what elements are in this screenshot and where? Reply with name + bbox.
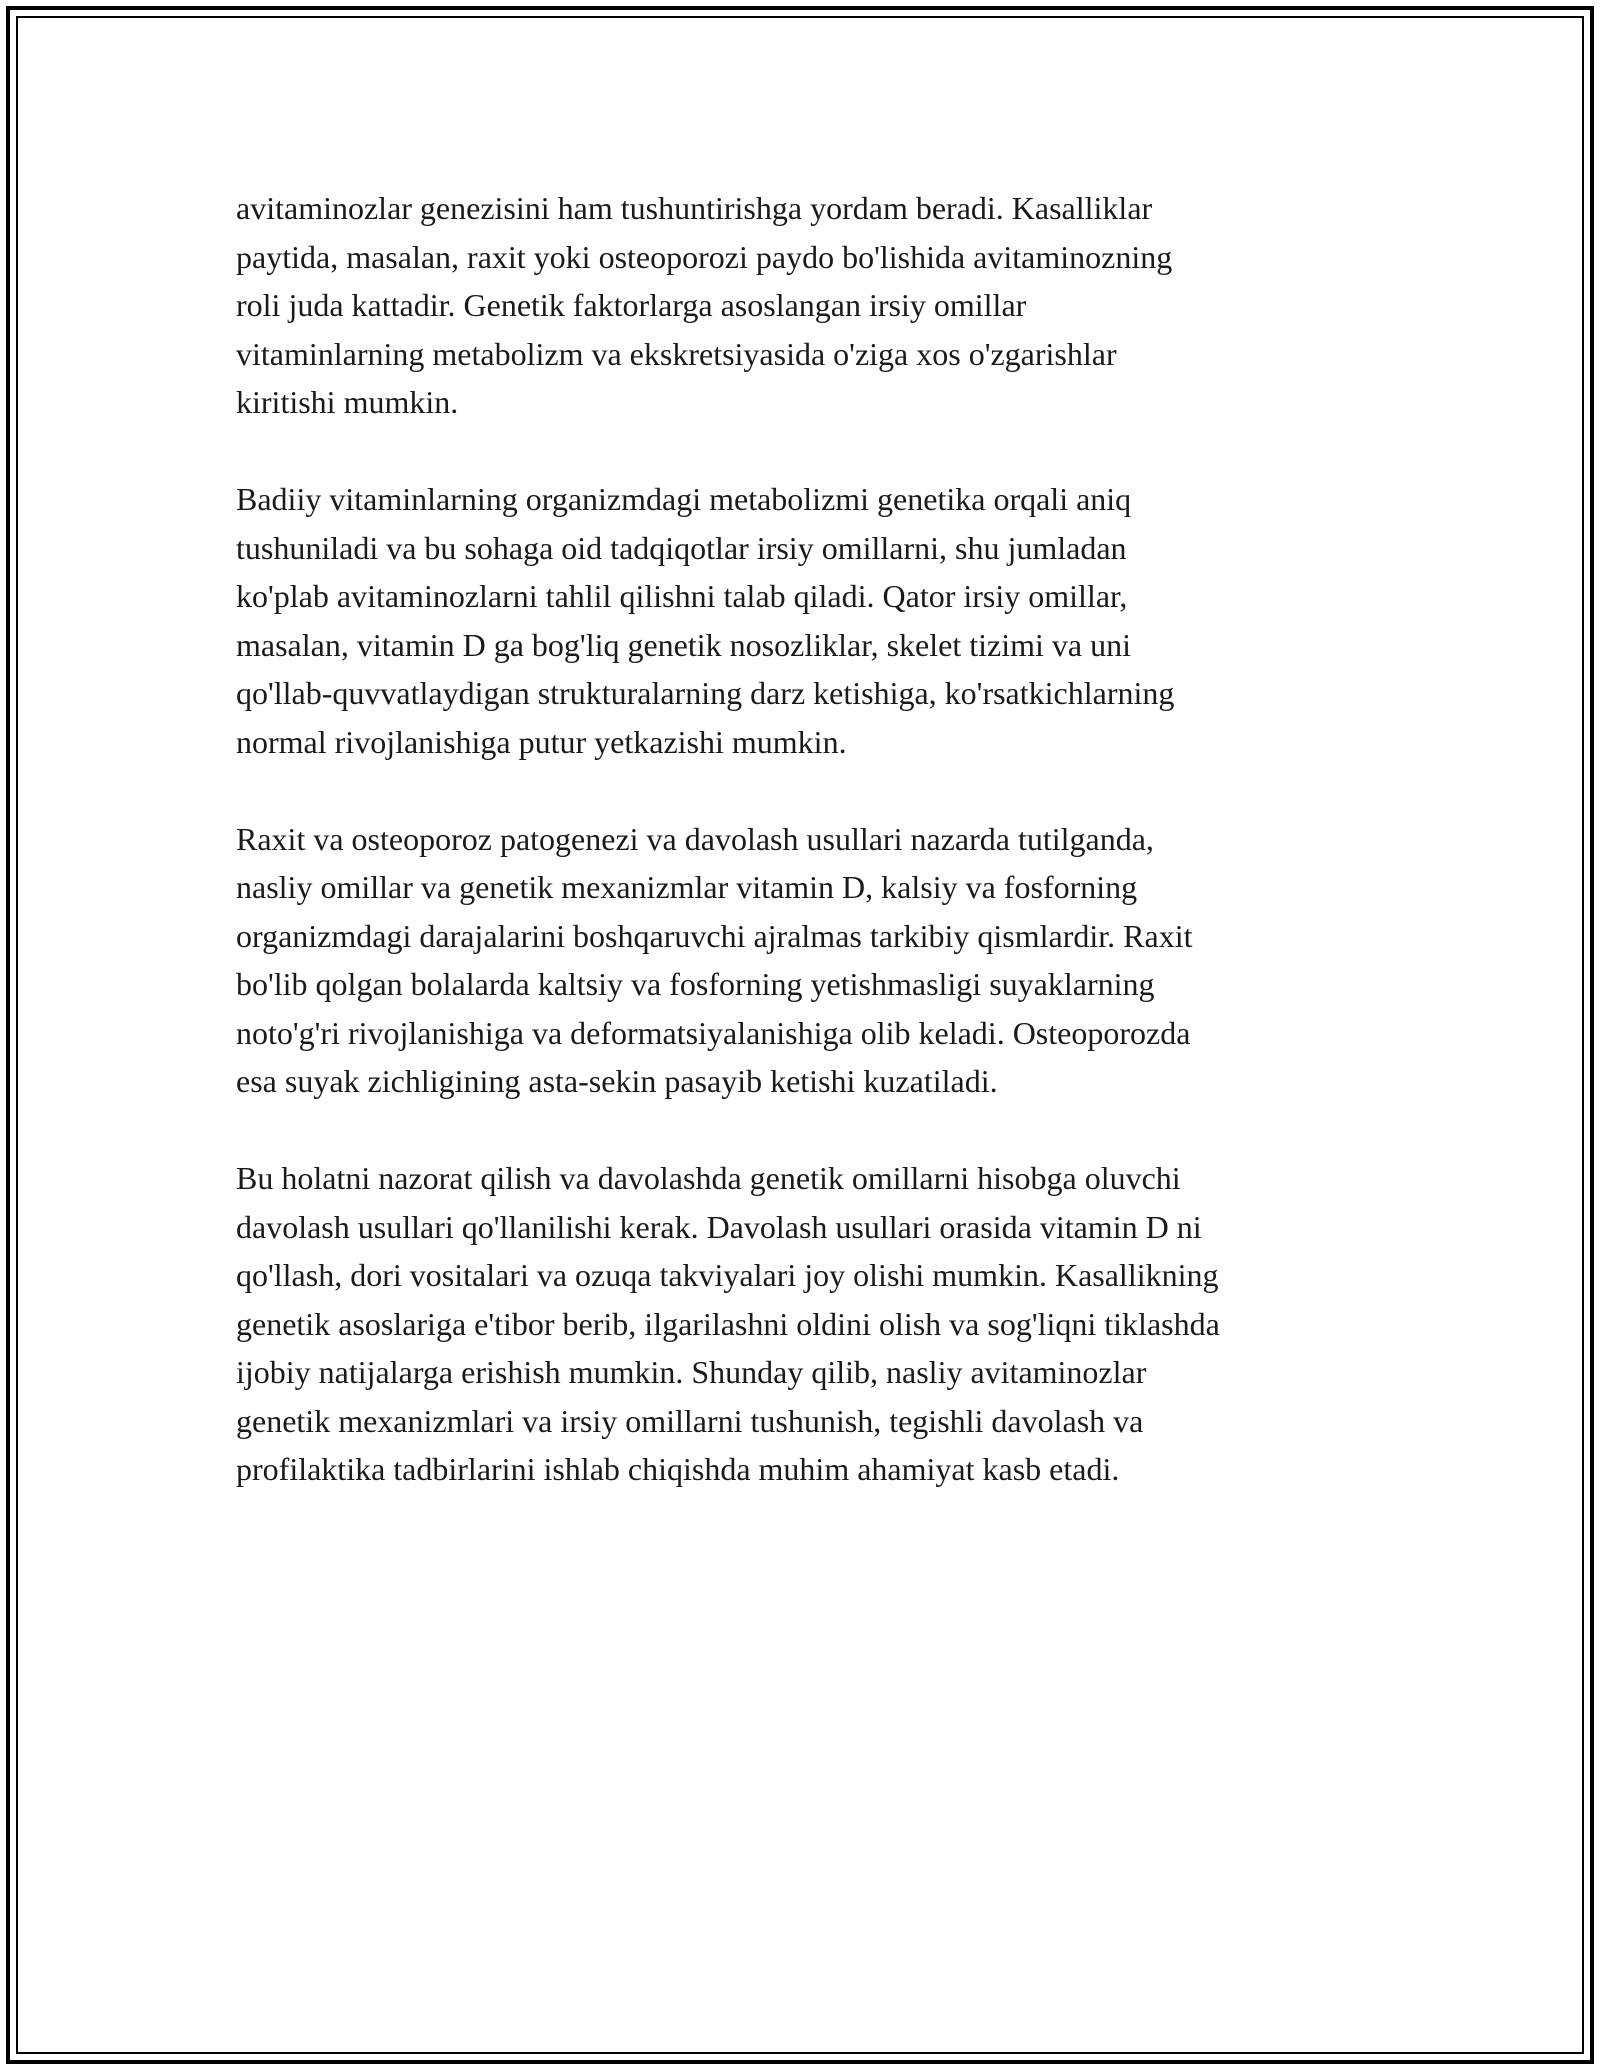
paragraph-2: Badiiy vitaminlarning organizmdagi metabolizmi genetika orqali aniq tushuniladi va bu sohaga oid tadqiqotlar irsiy omillarni, shu jumladan ko'plab avitaminozlarni tahlil qilishni talab qiladi. Qator irsiy omillar, masalan, vitamin D ga bog'liq genetik nosozliklar, skelet tizimi va uni qo'llab-quvvatlaydigan strukturalarning darz ketishiga, ko'rsatkichlarning normal rivojlanishiga putur yetkazishi mumkin.: [236, 481, 1175, 760]
document-body: [236, 184, 1376, 1542]
paragraph-1: avitaminozlar genezisini ham tushuntirishga yordam beradi. Kasalliklar paytida, masalan, raxit yoki osteoporozi paydo bo'lishida avitaminozning roli juda kattadir. Genetik faktorlarga asoslangan irsiy omillar vitaminlarning metabolizm va ekskretsiyasida o'ziga xos o'zgarishlar kiritishi mumkin.: [236, 190, 1173, 420]
paragraph-3: Raxit va osteoporoz patogenezi va davolash usullari nazarda tutilganda, nasliy omillar va genetik mexanizmlar vitamin D, kalsiy va fosforning organizmdagi darajalarini boshqaruvchi ajralmas tarkibiy qismlardir. Raxit bo'lib qolgan bolalarda kaltsiy va fosforning yetishmasligi suyaklarning noto'g'ri rivojlanishiga va deformatsiyalanishiga olib keladi. Osteoporozda esa suyak zichligining asta-sekin pasayib ketishi kuzatiladi.: [236, 820, 1193, 1099]
paragraph-4: Bu holatni nazorat qilish va davolashda genetik omillarni hisobga oluvchi davolash usullari qo'llanilishi kerak. Davolash usullari orasida vitamin D ni qo'llash, dori vositalari va ozuqa takviyalari joy olishi mumkin. Kasallikning genetik asoslariga e'tibor berib, ilgarilashni oldini olish va sog'liqni tiklashda ijobiy natijalarga erishish mumkin. Shunday qilib, nasliy avitaminozlar genetik mexanizmlari va irsiy omillarni tushunish, tegishli davolash va profilaktika tadbirlarini ishlab chiqishda muhim ahamiyat kasb etadi.: [236, 1160, 1220, 1487]
